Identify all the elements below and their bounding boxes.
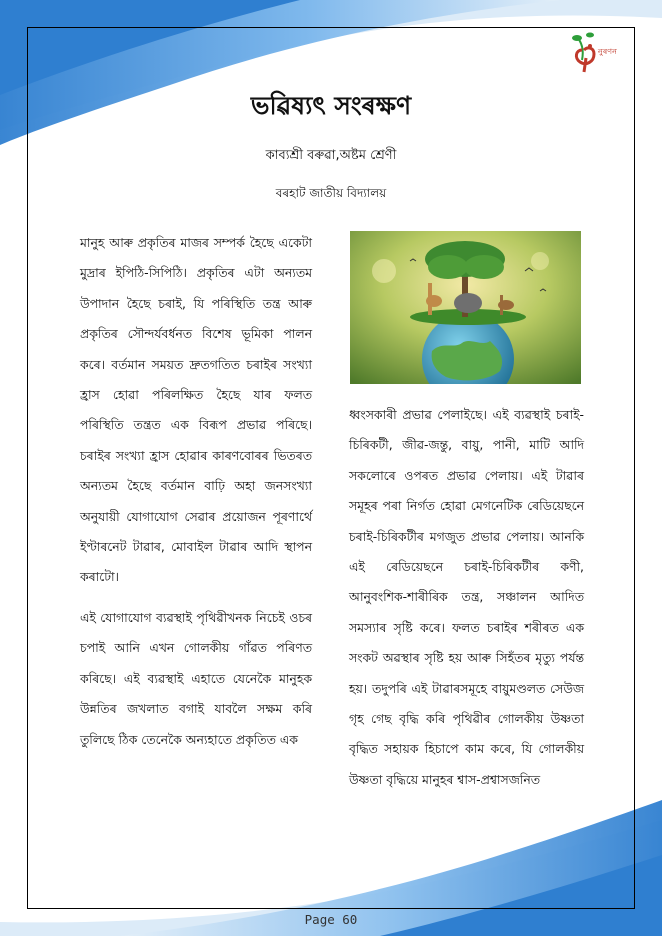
author-line: কাব্যশ্ৰী বৰুৱা,অষ্টম শ্ৰেণী xyxy=(265,148,397,163)
globe-wildlife-photo xyxy=(350,231,581,384)
left-column xyxy=(80,228,312,755)
right-column xyxy=(349,400,584,795)
paragraph: এই যোগাযোগ ব্যৱস্থাই পৃথিৱীখনক নিচেই ওচৰ চপাই আনি এখন গোলকীয় গাঁৱত পৰিণত কৰিছে। এই ব্যৱস্থাই এহাতে যেনেকৈ মানুহক উন্নতিৰ জখলাত বগাই যাবলৈ সক্ষম কৰি তুলিছে ঠিক তেনেকৈ অন্যহাতে প্ৰকৃতিত এক xyxy=(80,609,312,747)
page-number: Page 60 xyxy=(304,912,358,927)
paragraph: ধ্বংসকাৰী প্ৰভাৱ পেলাইছে। এই ব্যৱস্থাই চৰাই-চিৰিকটী, জীৱ-জন্তু, বায়ু, পানী, মাটি আদি সকলোৰে ওপৰত প্ৰভাৱ পেলায়। এই টাৱাৰ সমূহৰ পৰা নিৰ্গত হোৱা মেগনেটিক ৰেডিয়েছনে চৰাই-চিৰিকটীৰ মগজুত প্ৰভাৱ পেলায়। আনকি এই ৰেডিয়েছনে চৰাই-চিৰিকটীৰ কণী, আনুবংশিক-শাৰীৰিক তন্ত্ৰ, সঞ্চালন আদিত সমস্যাৰ সৃষ্টি কৰে। ফলত চৰাইৰ শৰীৰত এক সংকট অৱস্থাৰ সৃষ্টি হয় আৰু সিহঁতৰ মৃত্যু পৰ্যন্ত হয়। তদুপৰি এই টাৱাৰসমূহে বায়ুমণ্ডলত সেউজ গৃহ গেছ বৃদ্ধি কৰি পৃথিৱীৰ গোলকীয় উষ্ণতা বৃদ্ধিত সহায়ক হিচাপে কাম কৰে, যি গোলকীয় উষ্ণতা বৃদ্ধিয়ে মানুহৰ শ্বাস-প্ৰশ্বাসজনিত xyxy=(349,407,584,787)
paragraph: মানুহ আৰু প্ৰকৃতিৰ মাজৰ সম্পৰ্ক হৈছে একেটা মুদ্ৰাৰ ইপিঠি-সিপিঠি। প্ৰকৃতিৰ এটা অন্যতম উপাদান হৈছে চৰাই, যি পৰিস্থিতি তন্ত্ৰ আৰু প্ৰকৃতিৰ সৌন্দৰ্যবৰ্ধনত বিশেষ ভূমিকা পালন কৰে। বৰ্তমান সময়ত দ্ৰুতগতিত চৰাইৰ সংখ্যা হ্ৰাস হোৱা পৰিলক্ষিত হৈছে যাৰ ফলত পৰিস্থিতি তন্ত্ৰত এক বিৰূপ প্ৰভাৱ পৰিছে। চৰাইৰ সংখ্যা হ্ৰাস হোৱাৰ কাৰণবোৰৰ ভিতৰত অন্যতম হৈছে বৰ্তমান বাঢ়ি অহা জনসংখ্যা অনুযায়ী যোগাযোগ সেৱাৰ প্ৰয়োজন পূৰণাৰ্থে ইণ্টাৰনেট টাৱাৰ, মোবাইল টাৱাৰ আদি স্থাপন কৰাটো। xyxy=(80,235,312,585)
article-title: ভৱিষ্যৎ সংৰক্ষণ xyxy=(250,91,412,120)
logo-text: নুৰণন xyxy=(598,47,617,56)
school-line: বৰহাট জাতীয় বিদ্যালয় xyxy=(275,186,387,200)
